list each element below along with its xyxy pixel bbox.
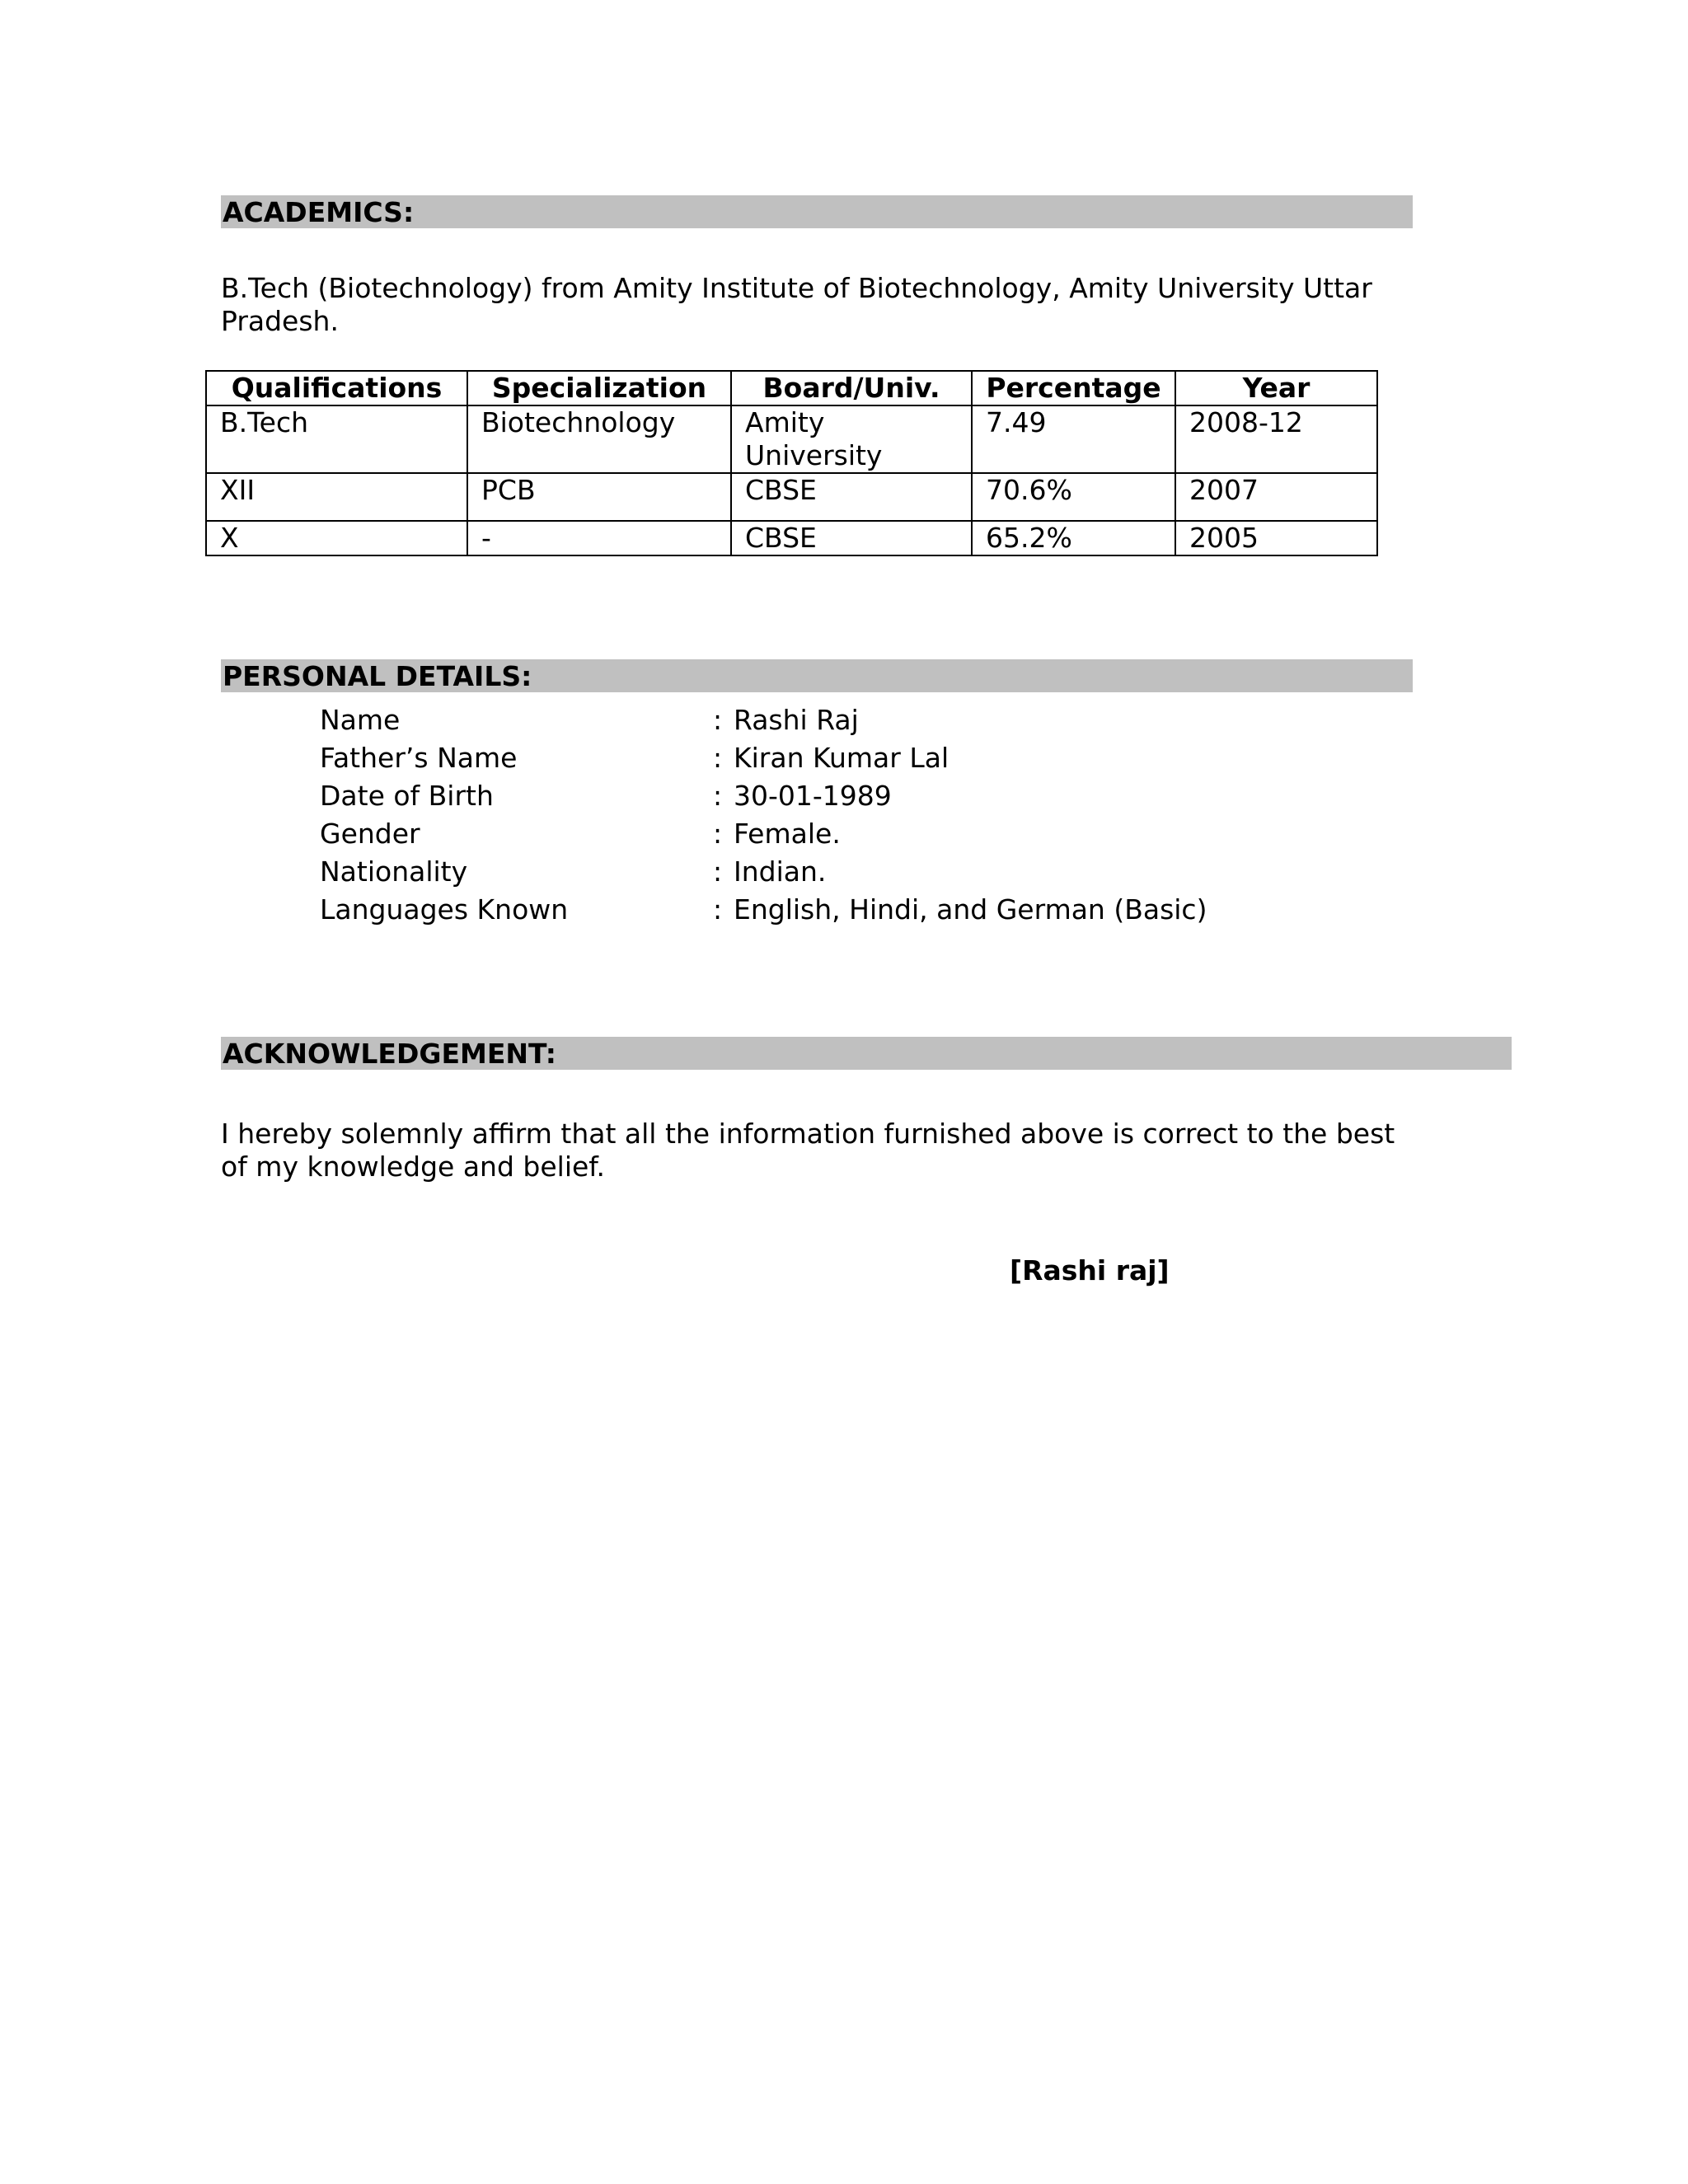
detail-colon: : — [713, 818, 723, 850]
detail-value: English, Hindi, and German (Basic) — [734, 893, 1207, 926]
list-item — [320, 701, 1207, 739]
detail-label: Nationality — [320, 855, 468, 888]
header-specialization: Specialization — [467, 371, 731, 405]
table-row — [206, 473, 1377, 521]
table-cell: X — [206, 521, 467, 555]
table-row — [206, 521, 1377, 555]
list-item — [320, 739, 1207, 777]
detail-value: 30-01-1989 — [734, 780, 892, 812]
qualifications-table — [205, 370, 1378, 556]
list-item — [320, 853, 1207, 891]
detail-label: Name — [320, 704, 401, 736]
personal-details-list — [320, 701, 1207, 929]
header-board: Board/Univ. — [731, 371, 972, 405]
detail-value: Rashi Raj — [734, 704, 859, 736]
table-cell: 2007 — [1175, 473, 1377, 521]
academics-heading: ACADEMICS: — [221, 195, 1413, 228]
table-cell: 2008-12 — [1175, 405, 1377, 473]
header-qualifications: Qualifications — [206, 371, 467, 405]
header-percentage: Percentage — [972, 371, 1175, 405]
acknowledgement-heading: ACKNOWLEDGEMENT: — [221, 1037, 1512, 1070]
table-cell: Amity University — [731, 405, 972, 473]
header-year: Year — [1175, 371, 1377, 405]
detail-value: Indian. — [734, 855, 827, 888]
table-cell: CBSE — [731, 521, 972, 555]
table-cell: CBSE — [731, 473, 972, 521]
table-cell: - — [467, 521, 731, 555]
table-header-row — [206, 371, 1377, 405]
detail-value: Female. — [734, 818, 841, 850]
detail-colon: : — [713, 742, 723, 774]
list-item — [320, 891, 1207, 929]
table-cell: Biotechnology — [467, 405, 731, 473]
table-cell: PCB — [467, 473, 731, 521]
acknowledgement-text: I hereby solemnly affirm that all the information furnished above is correct to the best of my knowledge and belief. — [221, 1118, 1395, 1183]
academics-summary: B.Tech (Biotechnology) from Amity Institute of Biotechnology, Amity University Uttar Pradesh. — [221, 272, 1372, 337]
detail-colon: : — [713, 855, 723, 888]
detail-colon: : — [713, 780, 723, 812]
table-cell: 2005 — [1175, 521, 1377, 555]
table-cell: 70.6% — [972, 473, 1175, 521]
detail-label: Languages Known — [320, 893, 569, 926]
list-item — [320, 815, 1207, 853]
table-cell: 7.49 — [972, 405, 1175, 473]
detail-label: Gender — [320, 818, 420, 850]
table-cell: XII — [206, 473, 467, 521]
table-row — [206, 405, 1377, 473]
table-cell: B.Tech — [206, 405, 467, 473]
detail-colon: : — [713, 704, 723, 736]
detail-value: Kiran Kumar Lal — [734, 742, 950, 774]
signature: [Rashi raj] — [1010, 1254, 1170, 1286]
list-item — [320, 777, 1207, 815]
detail-colon: : — [713, 893, 723, 926]
detail-label: Father’s Name — [320, 742, 518, 774]
personal-details-heading: PERSONAL DETAILS: — [221, 659, 1413, 692]
detail-label: Date of Birth — [320, 780, 494, 812]
table-cell: 65.2% — [972, 521, 1175, 555]
